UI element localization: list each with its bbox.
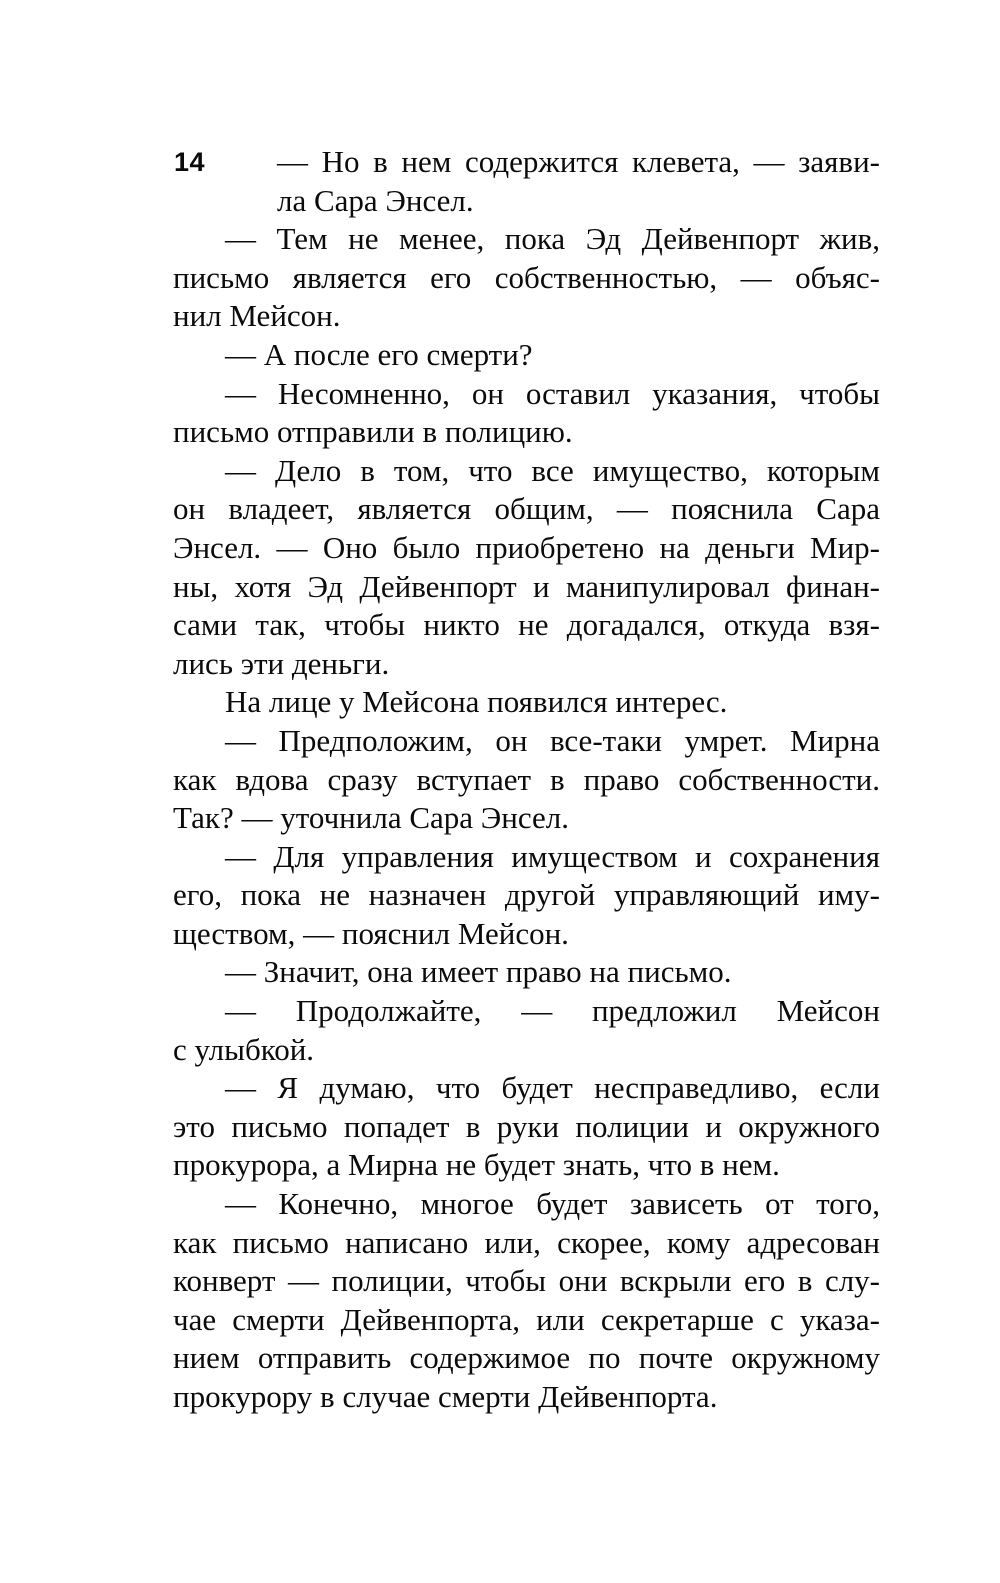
text-line: — Но в нем содержится клевета, — заяви-: [277, 144, 880, 179]
text-line: его, пока не назначен другой управляющий иму-: [173, 877, 880, 913]
text-line: лись эти деньги.: [173, 645, 390, 681]
text-line: — Конечно, многое будет зависеть от того,: [225, 1186, 880, 1222]
text-line: — Дело в том, что все имущество, которым: [225, 452, 880, 488]
text-line: Энсел. — Оно было приобретено на деньги Мир-: [173, 529, 880, 565]
text-line: прокурора, а Мирна не будет знать, что в нем.: [173, 1147, 780, 1183]
text-line: ла Сара Энсел.: [277, 182, 474, 218]
text-line: ны, хотя Эд Дейвенпорт и манипулировал финан-: [173, 568, 880, 604]
text-line: — Я думаю, что будет несправедливо, если: [225, 1070, 880, 1106]
page-number: 14: [174, 147, 206, 177]
text-line: с улыбкой.: [173, 1031, 315, 1067]
text-line: нием отправить содержимое по почте окружному: [173, 1340, 880, 1376]
text-line: — Тем не менее, пока Эд Дейвенпорт жив,: [225, 221, 880, 257]
text-line: прокурору в случае смерти Дейвенпорта.: [173, 1379, 718, 1414]
text-line: — Продолжайте, — предложил Мейсон: [225, 993, 880, 1029]
text-line: чае смерти Дейвенпорта, или секретарше с указа-: [173, 1301, 880, 1337]
text-line: письмо является его собственностью, — объяс-: [173, 259, 880, 295]
text-line: он владеет, является общим, — пояснила Сара: [173, 491, 880, 527]
text-line: конверт — полиции, чтобы они вскрыли его в слу-: [173, 1263, 880, 1299]
text-line: — А после его смерти?: [225, 336, 533, 372]
text-line: Так? — уточнила Сара Энсел.: [173, 800, 569, 836]
text-line: письмо отправили в полицию.: [173, 414, 573, 450]
text-line: — Значит, она имеет право на письмо.: [225, 954, 732, 990]
text-line: как вдова сразу вступает в право собственности.: [173, 761, 880, 797]
text-line: — Для управления имуществом и сохранения: [225, 838, 880, 874]
text-line: — Предположим, он все-таки умрет. Мирна: [225, 722, 880, 758]
text-line: — Несомненно, он оставил указания, чтобы: [225, 375, 880, 411]
text-line: нил Мейсон.: [173, 298, 341, 334]
text-line: На лице у Мейсона появился интерес.: [225, 684, 728, 720]
body-text: [173, 143, 880, 1417]
text-line: это письмо попадет в руки полиции и окружного: [173, 1108, 880, 1144]
text-line: сами так, чтобы никто не догадался, откуда взя-: [173, 607, 880, 643]
text-line: как письмо написано или, скорее, кому адресован: [173, 1224, 880, 1260]
text-line: ществом, — пояснил Мейсон.: [173, 915, 569, 951]
